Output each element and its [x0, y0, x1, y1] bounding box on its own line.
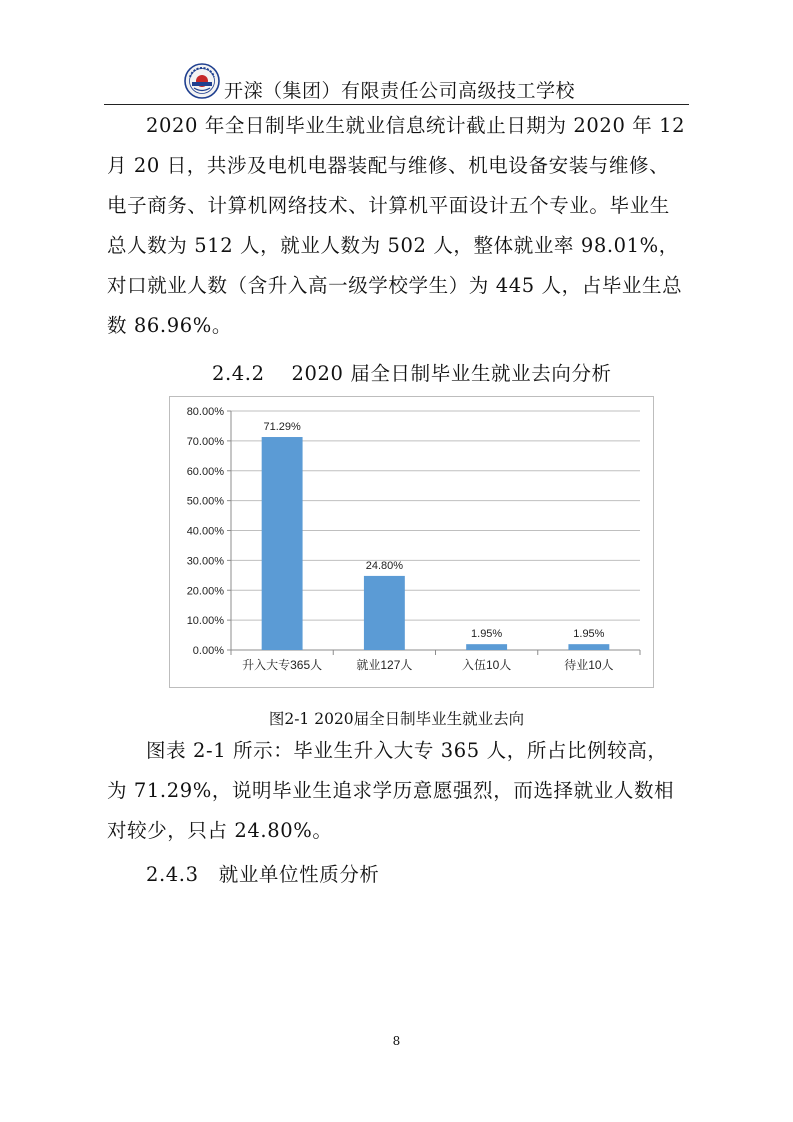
- y-tick-label: 70.00%: [186, 435, 224, 448]
- figure-caption: 图2-1 2020届全日制毕业生就业去向: [268, 710, 525, 728]
- page-header: [104, 62, 689, 105]
- bar: [568, 644, 609, 650]
- bar: [364, 576, 405, 650]
- chart-canvas: [170, 397, 653, 687]
- bar: [262, 437, 303, 650]
- header-title: 开滦（集团）有限责任公司高级技工学校: [224, 80, 576, 102]
- data-label: 24.80%: [365, 559, 404, 572]
- y-tick-label: 20.00%: [186, 585, 224, 598]
- y-tick-label: 60.00%: [186, 465, 224, 478]
- section-heading-2-4-3: 2.4.3 就业单位性质分析: [146, 863, 380, 886]
- page-number: 8: [392, 1034, 401, 1048]
- intro-paragraph: 2020 年全日制毕业生就业信息统计截止日期为 2020 年 12 月 20 日，共涉及电机电器装配与维修、机电设备安装与维修、电子商务、计算机网络技术、计算机平面设计五个专业。毕业生总人数为 512 人，就业人数为 502 人，整体就业率 98.01%，对口就业人数（含升入高一级学校学生）为 445 人，占毕业生总数 86.96%。: [107, 114, 686, 337]
- y-tick-label: 30.00%: [186, 555, 224, 568]
- analysis-paragraph: 图表 2-1 所示：毕业生升入大专 365 人，所占比例较高，为 71.29%，说明毕业生追求学历意愿强烈，而选择就业人数相对较少，只占 24.80%。: [107, 739, 675, 842]
- employment-bar-chart: [169, 396, 654, 688]
- data-label: 1.95%: [573, 628, 605, 641]
- y-tick-label: 40.00%: [186, 525, 224, 538]
- data-label: 71.29%: [263, 421, 301, 434]
- data-label: 1.95%: [471, 628, 503, 641]
- category-label: 待业10人: [564, 658, 614, 672]
- section-heading-2-4-2: 2.4.2 2020 届全日制毕业生就业去向分析: [212, 362, 612, 385]
- y-tick-label: 10.00%: [186, 615, 224, 628]
- category-label: 升入大专365人: [242, 658, 323, 672]
- y-tick-label: 80.00%: [186, 406, 224, 418]
- category-label: 入伍10人: [461, 658, 512, 672]
- y-tick-label: 50.00%: [186, 495, 224, 508]
- category-label: 就业127人: [356, 658, 413, 672]
- school-seal-icon: [184, 63, 220, 99]
- bar: [466, 644, 507, 650]
- y-tick-label: 0.00%: [192, 645, 224, 657]
